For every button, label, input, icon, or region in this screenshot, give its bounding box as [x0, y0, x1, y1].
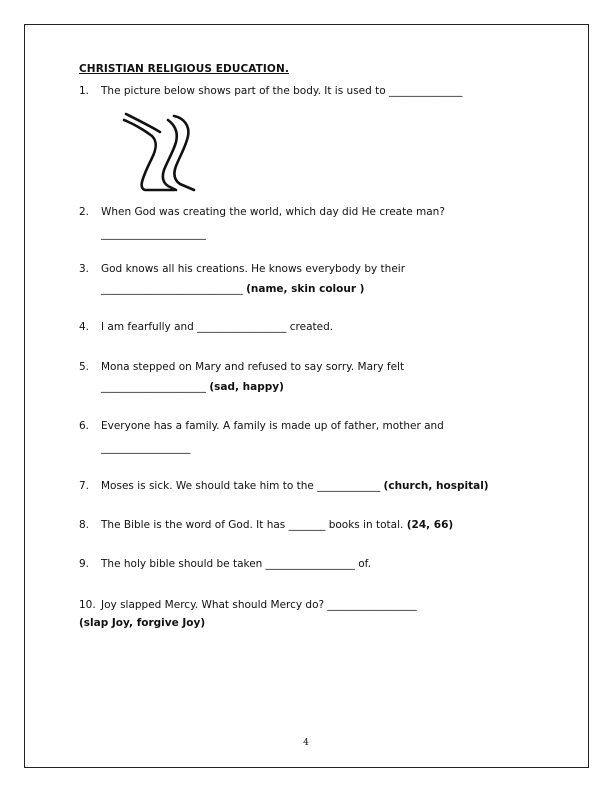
question-number: 2.	[79, 206, 90, 218]
answer-blank: ____________________	[101, 381, 206, 393]
question-text: Joy slapped Mercy. What should Mercy do? _________________	[101, 599, 417, 611]
question-text: God knows all his creations. He knows everybody by their	[101, 263, 406, 275]
question-number: 3.	[79, 263, 90, 275]
question-6	[79, 419, 444, 455]
question-number: 10.	[79, 599, 96, 611]
question-text: Mona stepped on Mary and refused to say sorry. Mary felt	[101, 361, 405, 373]
question-text: When God was creating the world, which day did He create man?	[101, 206, 445, 218]
answer-blank: ____________________	[101, 228, 206, 240]
question-4	[79, 320, 333, 334]
question-1	[79, 84, 463, 98]
question-9	[79, 557, 371, 571]
question-text: The Bible is the word of God. It has _______ books in total.	[101, 519, 404, 531]
question-number: 7.	[79, 480, 90, 492]
answer-options: (name, skin colour )	[246, 283, 365, 295]
question-7	[79, 479, 489, 493]
question-number: 5.	[79, 361, 90, 373]
question-text: The holy bible should be taken _________________ of.	[101, 558, 371, 570]
question-10	[79, 598, 417, 630]
legs-illustration-icon	[118, 110, 204, 196]
question-number: 4.	[79, 321, 90, 333]
question-number: 6.	[79, 420, 90, 432]
question-text: Moses is sick. We should take him to the ____________	[101, 480, 381, 492]
page-number: 4	[303, 738, 309, 748]
question-number: 8.	[79, 519, 90, 531]
question-text: I am fearfully and _________________ created.	[101, 321, 334, 333]
question-number: 1.	[79, 85, 90, 97]
question-5	[79, 360, 404, 394]
answer-options: (slap Joy, forgive Joy)	[79, 617, 206, 629]
question-text: Everyone has a family. A family is made up of father, mother and	[101, 420, 444, 432]
answer-options: (sad, happy)	[209, 381, 284, 393]
answer-blank: _________________	[101, 442, 191, 454]
question-3	[79, 262, 405, 296]
question-8	[79, 518, 453, 532]
answer-blank: ___________________________	[101, 283, 243, 295]
page-border	[24, 24, 589, 768]
answer-options: (church, hospital)	[383, 480, 489, 492]
answer-options: (24, 66)	[406, 519, 454, 531]
question-text: The picture below shows part of the body. It is used to ______________	[101, 85, 463, 97]
question-number: 9.	[79, 558, 90, 570]
page-title: CHRISTIAN RELIGIOUS EDUCATION.	[79, 63, 289, 75]
question-2	[79, 205, 445, 241]
